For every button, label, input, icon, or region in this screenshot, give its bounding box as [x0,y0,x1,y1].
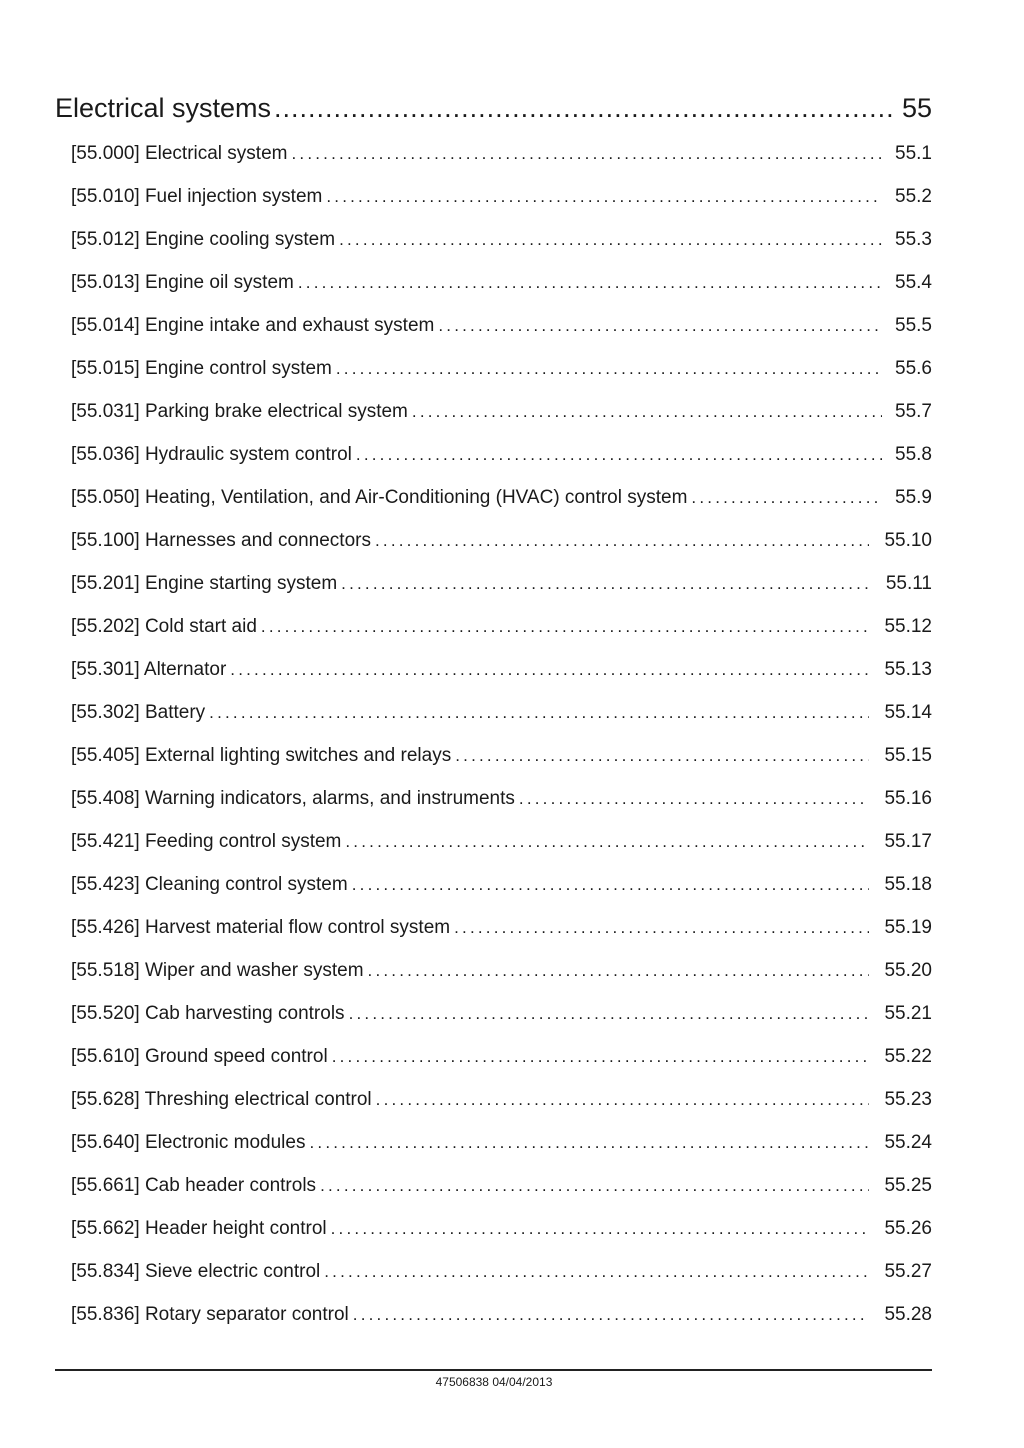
dot-leader [353,1301,869,1329]
section-page-number: 55 [901,93,932,123]
dot-leader [455,742,869,770]
toc-entry-label: [55.408] Warning indicators, alarms, and instruments [71,788,515,809]
dot-leader [339,226,882,254]
dot-leader [274,88,896,128]
toc-entry-label: [55.426] Harvest material flow control system [71,917,451,938]
toc-entry-page: 55.24 [884,1132,932,1153]
toc-entry-label: [55.015] Engine control system [71,358,332,379]
toc-entry[interactable] [71,1215,932,1258]
dot-leader [356,441,882,469]
toc-entry[interactable] [71,742,932,785]
toc-entry[interactable] [71,1301,932,1344]
dot-leader [454,914,869,942]
toc-entry-page: 55.3 [895,229,932,250]
dot-leader [336,355,882,383]
dot-leader [261,613,869,641]
toc-entry[interactable] [71,699,932,742]
toc-entry-label: [55.423] Cleaning control system [71,874,348,895]
dot-leader [332,1043,869,1071]
toc-entry-page: 55.16 [884,788,932,809]
dot-leader [412,398,882,426]
toc-entry-label: [55.834] Sieve electric control [71,1261,321,1282]
toc-entry-label: [55.661] Cab header controls [71,1175,317,1196]
toc-entry-page: 55.8 [895,444,932,465]
toc-entry[interactable] [71,785,932,828]
toc-entry-label: [55.202] Cold start aid [71,616,257,637]
toc-entry-label: [55.628] Threshing electrical control [71,1089,372,1110]
toc-entry[interactable] [71,570,932,613]
toc-entry-page: 55.22 [884,1046,932,1067]
dot-leader [368,957,869,985]
toc-entry-page: 55.14 [884,702,932,723]
dot-leader [438,312,882,340]
toc-entry[interactable] [71,226,932,269]
toc-entry-page: 55.23 [884,1089,932,1110]
toc-entry-label: [55.010] Fuel injection system [71,186,323,207]
toc-entry-label: [55.050] Heating, Ventilation, and Air-Conditioning (HVAC) control system [71,487,688,508]
toc-entry-page: 55.1 [895,143,932,164]
toc-entry-page: 55.17 [884,831,932,852]
toc-entry-label: [55.302] Battery [71,702,206,723]
toc-entry[interactable] [71,1086,932,1129]
toc-entry-page: 55.18 [884,874,932,895]
toc-entry[interactable] [71,1129,932,1172]
toc-entry[interactable] [71,140,932,183]
dot-leader [291,140,882,168]
toc-entry-label: [55.201] Engine starting system [71,573,338,594]
toc-entry[interactable] [71,871,932,914]
toc-entry-page: 55.9 [895,487,932,508]
toc-entry[interactable] [71,613,932,656]
dot-leader [230,656,869,684]
toc-entry-label: [55.640] Electronic modules [71,1132,306,1153]
toc-entry[interactable] [71,957,932,1000]
dot-leader [345,828,869,856]
toc-entry[interactable] [71,398,932,441]
dot-leader [519,785,869,813]
toc-entry[interactable] [71,1043,932,1086]
dot-leader [324,1258,869,1286]
toc-entry-label: [55.012] Engine cooling system [71,229,336,250]
toc-entry-label: [55.031] Parking brake electrical system [71,401,408,422]
toc-list [71,140,932,1344]
dot-leader [349,1000,869,1028]
toc-entry-page: 55.12 [884,616,932,637]
toc-entry[interactable] [71,312,932,355]
footer-document-id: 47506838 04/04/2013 [435,1375,553,1389]
dot-leader [376,1086,869,1114]
toc-section-heading[interactable] [55,88,932,128]
toc-entry-page: 55.25 [884,1175,932,1196]
toc-entry-page: 55.10 [884,530,932,551]
toc-entry-label: [55.000] Electrical system [71,143,288,164]
toc-entry-page: 55.13 [884,659,932,680]
dot-leader [326,183,882,211]
toc-entry-page: 55.26 [884,1218,932,1239]
toc-entry-page: 55.20 [884,960,932,981]
toc-entry-label: [55.836] Rotary separator control [71,1304,349,1325]
dot-leader [209,699,869,727]
section-title: Electrical systems [55,93,272,123]
toc-entry[interactable] [71,828,932,871]
toc-entry-page: 55.19 [884,917,932,938]
toc-entry-label: [55.013] Engine oil system [71,272,294,293]
toc-entry-page: 55.6 [895,358,932,379]
toc-entry[interactable] [71,656,932,699]
toc-entry-label: [55.100] Harnesses and connectors [71,530,371,551]
toc-entry[interactable] [71,441,932,484]
toc-entry-label: [55.036] Hydraulic system control [71,444,352,465]
toc-entry-page: 55.11 [885,573,932,594]
dot-leader [352,871,869,899]
dot-leader [331,1215,869,1243]
toc-entry-label: [55.610] Ground speed control [71,1046,328,1067]
toc-entry-label: [55.518] Wiper and washer system [71,960,364,981]
toc-entry-label: [55.301] Alternator [71,659,227,680]
toc-entry[interactable] [71,1258,932,1301]
toc-entry[interactable] [71,355,932,398]
toc-entry-page: 55.27 [884,1261,932,1282]
dot-leader [375,527,869,555]
toc-entry-label: [55.405] External lighting switches and relays [71,745,452,766]
dot-leader [691,484,882,512]
toc-entry[interactable] [71,269,932,312]
toc-entry[interactable] [71,527,932,570]
toc-entry-page: 55.7 [895,401,932,422]
toc-entry-page: 55.4 [895,272,932,293]
toc-entry[interactable] [71,484,932,527]
toc-entry-label: [55.014] Engine intake and exhaust system [71,315,435,336]
toc-entry[interactable] [71,183,932,226]
dot-leader [341,570,869,598]
toc-entry-label: [55.662] Header height control [71,1218,327,1239]
toc-entry-page: 55.15 [884,745,932,766]
toc-entry[interactable] [71,1000,932,1043]
toc-entry-page: 55.21 [884,1003,932,1024]
toc-entry-page: 55.2 [895,186,932,207]
toc-entry[interactable] [71,914,932,957]
toc-entry-page: 55.28 [884,1304,932,1325]
toc-entry-label: [55.520] Cab harvesting controls [71,1003,345,1024]
dot-leader [309,1129,869,1157]
toc-entry-page: 55.5 [895,315,932,336]
toc-entry[interactable] [71,1172,932,1215]
dot-leader [320,1172,869,1200]
dot-leader [298,269,882,297]
footer-divider [55,1369,932,1371]
toc-entry-label: [55.421] Feeding control system [71,831,342,852]
